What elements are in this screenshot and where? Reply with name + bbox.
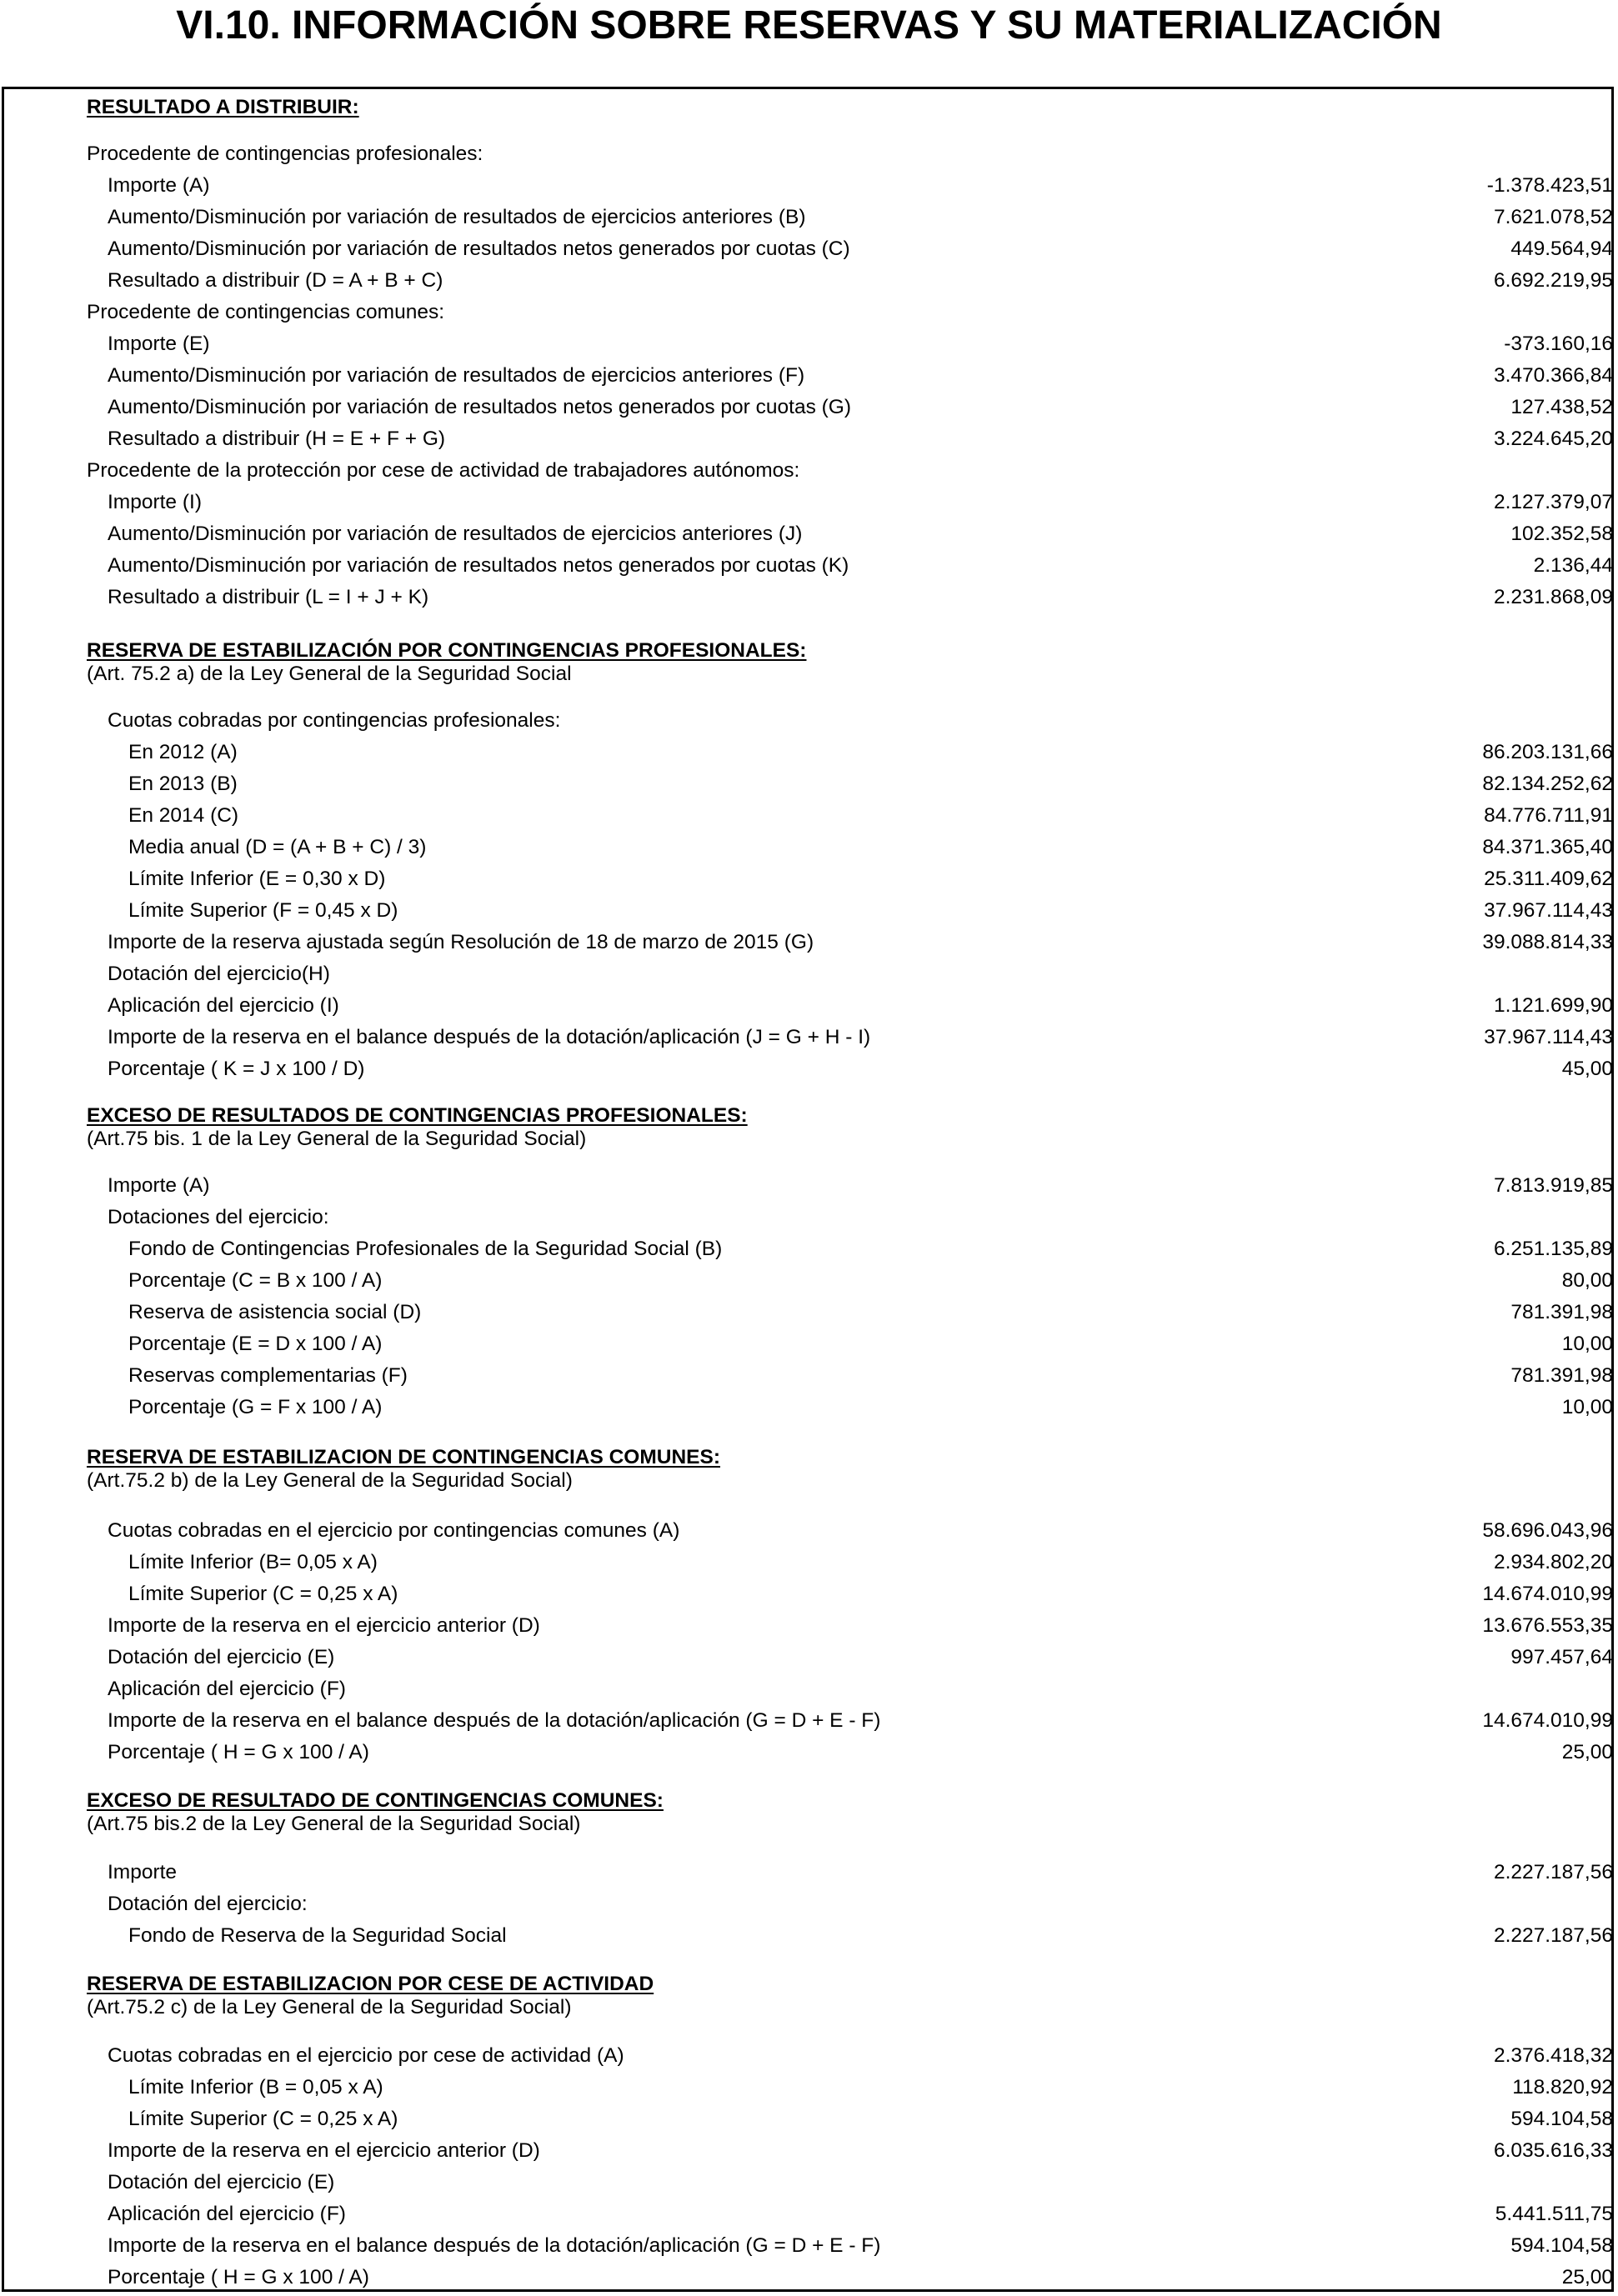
line-item-value: 37.967.114,43 [1484, 1026, 1613, 1048]
line-item [0, 2103, 1618, 2135]
line-item [0, 455, 1618, 487]
line-item [0, 233, 1618, 265]
line-item-label: En 2012 (A) [128, 741, 238, 763]
line-item [0, 1022, 1618, 1053]
line-item [0, 958, 1618, 990]
line-item [0, 1392, 1618, 1423]
section-heading-label: EXCESO DE RESULTADOS DE CONTINGENCIAS PROFESIONALES: [87, 1104, 748, 1127]
line-item [0, 487, 1618, 518]
line-item [0, 1328, 1618, 1360]
line-item-value: 86.203.131,66 [1482, 741, 1613, 763]
line-item-value: 14.674.010,99 [1482, 1583, 1613, 1605]
line-item [0, 1673, 1618, 1705]
line-item-label: Importe [108, 1861, 178, 1883]
line-item-label: En 2013 (B) [128, 773, 238, 795]
line-item [0, 360, 1618, 392]
line-item-value: 449.564,94 [1510, 238, 1613, 260]
line-item-label: Límite Superior (F = 0,45 x D) [128, 899, 398, 922]
line-item-value: 594.104,58 [1510, 2108, 1613, 2130]
line-item-label: Aumento/Disminución por variación de resultados de ejercicios anteriores (J) [108, 523, 803, 545]
line-item-value: 781.391,98 [1510, 1301, 1613, 1323]
line-item [0, 1297, 1618, 1328]
line-item-label: Cuotas cobradas en el ejercicio por cese de actividad (A) [108, 2044, 624, 2067]
section-heading-label: RESERVA DE ESTABILIZACIÓN POR CONTINGENCIAS PROFESIONALES: [87, 639, 807, 662]
line-item-label: Límite Inferior (B= 0,05 x A) [128, 1551, 378, 1573]
line-item-value: 6.035.616,33 [1493, 2139, 1613, 2162]
line-item [0, 202, 1618, 233]
line-item-label: Cuotas cobradas en el ejercicio por contingencias comunes (A) [108, 1519, 680, 1542]
line-item [0, 863, 1618, 895]
line-item-value: 84.776.711,91 [1484, 804, 1613, 827]
line-item [0, 1360, 1618, 1392]
line-item-label: Aplicación del ejercicio (F) [108, 1678, 346, 1700]
line-item-value: 2.227.187,56 [1493, 1861, 1613, 1883]
line-item [0, 1578, 1618, 1610]
line-item-value: 2.376.418,32 [1493, 2044, 1613, 2067]
line-item [0, 832, 1618, 863]
line-item [0, 1737, 1618, 1768]
line-item-value: 7.813.919,85 [1493, 1174, 1613, 1197]
line-item-label: Procedente de contingencias comunes: [87, 301, 445, 323]
line-item-label: Importe de la reserva en el ejercicio anterior (D) [108, 1614, 540, 1637]
line-item-value: 5.441.511,75 [1495, 2203, 1613, 2225]
section-note [0, 1992, 1618, 2023]
line-item [0, 518, 1618, 550]
line-item-label: Importe (A) [108, 174, 210, 197]
line-item-value: 58.696.043,96 [1482, 1519, 1613, 1542]
line-item-label: Fondo de Reserva de la Seguridad Social [128, 1924, 507, 1947]
line-item [0, 2198, 1618, 2230]
line-item [0, 550, 1618, 582]
line-item-value: 82.134.252,62 [1482, 773, 1613, 795]
line-item-label: Resultado a distribuir (L = I + J + K) [108, 586, 429, 608]
line-item-label: Importe de la reserva en el balance después de la dotación/aplicación (J = G + H - I) [108, 1026, 871, 1048]
line-item [0, 138, 1618, 170]
line-item [0, 1233, 1618, 1265]
section-heading-label: EXCESO DE RESULTADO DE CONTINGENCIAS COMUNES: [87, 1789, 664, 1812]
line-item-label: Aumento/Disminución por variación de resultados netos generados por cuotas (C) [108, 238, 850, 260]
line-item [0, 297, 1618, 328]
line-item-value: 6.251.135,89 [1493, 1238, 1613, 1260]
line-item [0, 1642, 1618, 1673]
line-item-label: Porcentaje (E = D x 100 / A) [128, 1333, 383, 1355]
page-title: VI.10. INFORMACIÓN SOBRE RESERVAS Y SU MATERIALIZACIÓN [176, 3, 1442, 48]
line-item-value: 14.674.010,99 [1482, 1709, 1613, 1732]
line-item [0, 1170, 1618, 1202]
line-item [0, 990, 1618, 1022]
section-note-label: (Art.75 bis. 1 de la Ley General de la Seguridad Social) [87, 1128, 587, 1150]
section-heading [0, 92, 1618, 123]
line-item-label: Límite Inferior (E = 0,30 x D) [128, 868, 386, 890]
section-heading-label: RESULTADO A DISTRIBUIR: [87, 96, 359, 118]
line-item-label: Dotaciones del ejercicio: [108, 1206, 329, 1228]
section-note-label: (Art. 75.2 a) de la Ley General de la Seguridad Social [87, 663, 572, 685]
line-item [0, 1610, 1618, 1642]
line-item [0, 170, 1618, 202]
line-item-label: Importe de la reserva en el balance después de la dotación/aplicación (G = D + E - F) [108, 2234, 881, 2257]
line-item [0, 705, 1618, 737]
line-item-value: 1.121.699,90 [1493, 994, 1613, 1017]
line-item-label: Aumento/Disminución por variación de resultados de ejercicios anteriores (B) [108, 206, 806, 228]
line-item-value: 118.820,92 [1512, 2076, 1613, 2098]
line-item-label: Límite Superior (C = 0,25 x A) [128, 2108, 398, 2130]
line-item-label: Media anual (D = (A + B + C) / 3) [128, 836, 427, 858]
line-item-value: 594.104,58 [1510, 2234, 1613, 2257]
line-item-value: 13.676.553,35 [1482, 1614, 1613, 1637]
line-item-label: Límite Superior (C = 0,25 x A) [128, 1583, 398, 1605]
line-item-label: Aumento/Disminución por variación de resultados netos generados por cuotas (K) [108, 554, 849, 577]
line-item-label: Dotación del ejercicio (E) [108, 1646, 335, 1668]
line-item-label: Dotación del ejercicio: [108, 1893, 308, 1915]
section-note-label: (Art.75.2 b) de la Ley General de la Seguridad Social) [87, 1469, 573, 1492]
line-item-label: Importe (E) [108, 333, 210, 355]
line-item [0, 1888, 1618, 1920]
line-item-label: Cuotas cobradas por contingencias profesionales: [108, 709, 561, 732]
line-item-value: 997.457,64 [1510, 1646, 1613, 1668]
line-item [0, 2167, 1618, 2198]
line-item [0, 2262, 1618, 2293]
line-item-label: Porcentaje ( K = J x 100 / D) [108, 1058, 365, 1080]
line-item-label: Procedente de la protección por cese de actividad de trabajadores autónomos: [87, 459, 800, 482]
line-item-label: Importe (A) [108, 1174, 210, 1197]
line-item [0, 1202, 1618, 1233]
line-item-label: Aplicación del ejercicio (F) [108, 2203, 346, 2225]
line-item-label: Resultado a distribuir (D = A + B + C) [108, 269, 443, 292]
line-item-value: 80,00 [1561, 1269, 1613, 1292]
line-item-value: 2.231.868,09 [1493, 586, 1613, 608]
line-item-label: Dotación del ejercicio (E) [108, 2171, 335, 2193]
line-item [0, 1547, 1618, 1578]
line-item [0, 800, 1618, 832]
line-item [0, 423, 1618, 455]
line-item-value: 3.224.645,20 [1493, 428, 1613, 450]
line-item-label: Reservas complementarias (F) [128, 1364, 408, 1387]
line-item [0, 1515, 1618, 1547]
line-item-value: 25,00 [1561, 1741, 1613, 1763]
line-item-label: Resultado a distribuir (H = E + F + G) [108, 428, 446, 450]
line-item-value: 2.127.379,07 [1493, 491, 1613, 513]
line-item-value: 84.371.365,40 [1482, 836, 1613, 858]
line-item-label: Importe (I) [108, 491, 202, 513]
section-heading-label: RESERVA DE ESTABILIZACION POR CESE DE ACTIVIDAD [87, 1973, 654, 1995]
line-item [0, 2072, 1618, 2103]
line-item [0, 2230, 1618, 2262]
section-note [0, 1808, 1618, 1840]
line-item-label: Procedente de contingencias profesionales: [87, 143, 483, 165]
line-item [0, 265, 1618, 297]
line-item [0, 1705, 1618, 1737]
line-item-value: 25,00 [1561, 2266, 1613, 2288]
line-item-label: Aumento/Disminución por variación de resultados de ejercicios anteriores (F) [108, 364, 805, 387]
line-item-label: Porcentaje (C = B x 100 / A) [128, 1269, 383, 1292]
line-item-label: Porcentaje (G = F x 100 / A) [128, 1396, 383, 1418]
line-item [0, 328, 1618, 360]
section-note [0, 1465, 1618, 1497]
line-item [0, 1265, 1618, 1297]
line-item [0, 895, 1618, 927]
line-item-value: 102.352,58 [1510, 523, 1613, 545]
line-item-value: 3.470.366,84 [1493, 364, 1613, 387]
line-item-value: 2.934.802,20 [1493, 1551, 1613, 1573]
line-item-label: Reserva de asistencia social (D) [128, 1301, 422, 1323]
line-item-value: 2.227.187,56 [1493, 1924, 1613, 1947]
line-item [0, 1053, 1618, 1085]
line-item-label: Importe de la reserva ajustada según Resolución de 18 de marzo de 2015 (G) [108, 931, 814, 953]
section-heading-label: RESERVA DE ESTABILIZACION DE CONTINGENCIAS COMUNES: [87, 1446, 721, 1468]
line-item-value: 7.621.078,52 [1493, 206, 1613, 228]
line-item-value: 39.088.814,33 [1482, 931, 1613, 953]
line-item-value: 127.438,52 [1510, 396, 1613, 418]
line-item-label: Porcentaje ( H = G x 100 / A) [108, 1741, 369, 1763]
line-item-label: Importe de la reserva en el balance después de la dotación/aplicación (G = D + E - F) [108, 1709, 881, 1732]
line-item-label: Importe de la reserva en el ejercicio anterior (D) [108, 2139, 540, 2162]
line-item [0, 1920, 1618, 1952]
line-item-label: En 2014 (C) [128, 804, 239, 827]
section-note [0, 1123, 1618, 1155]
line-item-value: 10,00 [1561, 1396, 1613, 1418]
line-item-value: -1.378.423,51 [1486, 174, 1613, 197]
line-item [0, 1857, 1618, 1888]
line-item-value: 37.967.114,43 [1484, 899, 1613, 922]
section-note-label: (Art.75 bis.2 de la Ley General de la Seguridad Social) [87, 1813, 581, 1835]
line-item-value: 25.311.409,62 [1484, 868, 1613, 890]
line-item-value: 781.391,98 [1510, 1364, 1613, 1387]
line-item [0, 927, 1618, 958]
line-item-value: 45,00 [1561, 1058, 1613, 1080]
line-item [0, 737, 1618, 768]
line-item-label: Límite Inferior (B = 0,05 x A) [128, 2076, 383, 2098]
line-item-value: 6.692.219,95 [1493, 269, 1613, 292]
line-item-value: 10,00 [1561, 1333, 1613, 1355]
line-item [0, 768, 1618, 800]
line-item [0, 2040, 1618, 2072]
line-item-value: -373.160,16 [1504, 333, 1613, 355]
line-item [0, 2135, 1618, 2167]
line-item-label: Fondo de Contingencias Profesionales de la Seguridad Social (B) [128, 1238, 723, 1260]
line-item-label: Porcentaje ( H = G x 100 / A) [108, 2266, 369, 2288]
line-item-value: 2.136,44 [1533, 554, 1613, 577]
line-item [0, 392, 1618, 423]
line-item-label: Aumento/Disminución por variación de resultados netos generados por cuotas (G) [108, 396, 852, 418]
line-item-label: Aplicación del ejercicio (I) [108, 994, 339, 1017]
section-note-label: (Art.75.2 c) de la Ley General de la Seguridad Social) [87, 1996, 572, 2018]
line-item-label: Dotación del ejercicio(H) [108, 963, 330, 985]
section-note [0, 658, 1618, 690]
line-item [0, 582, 1618, 613]
